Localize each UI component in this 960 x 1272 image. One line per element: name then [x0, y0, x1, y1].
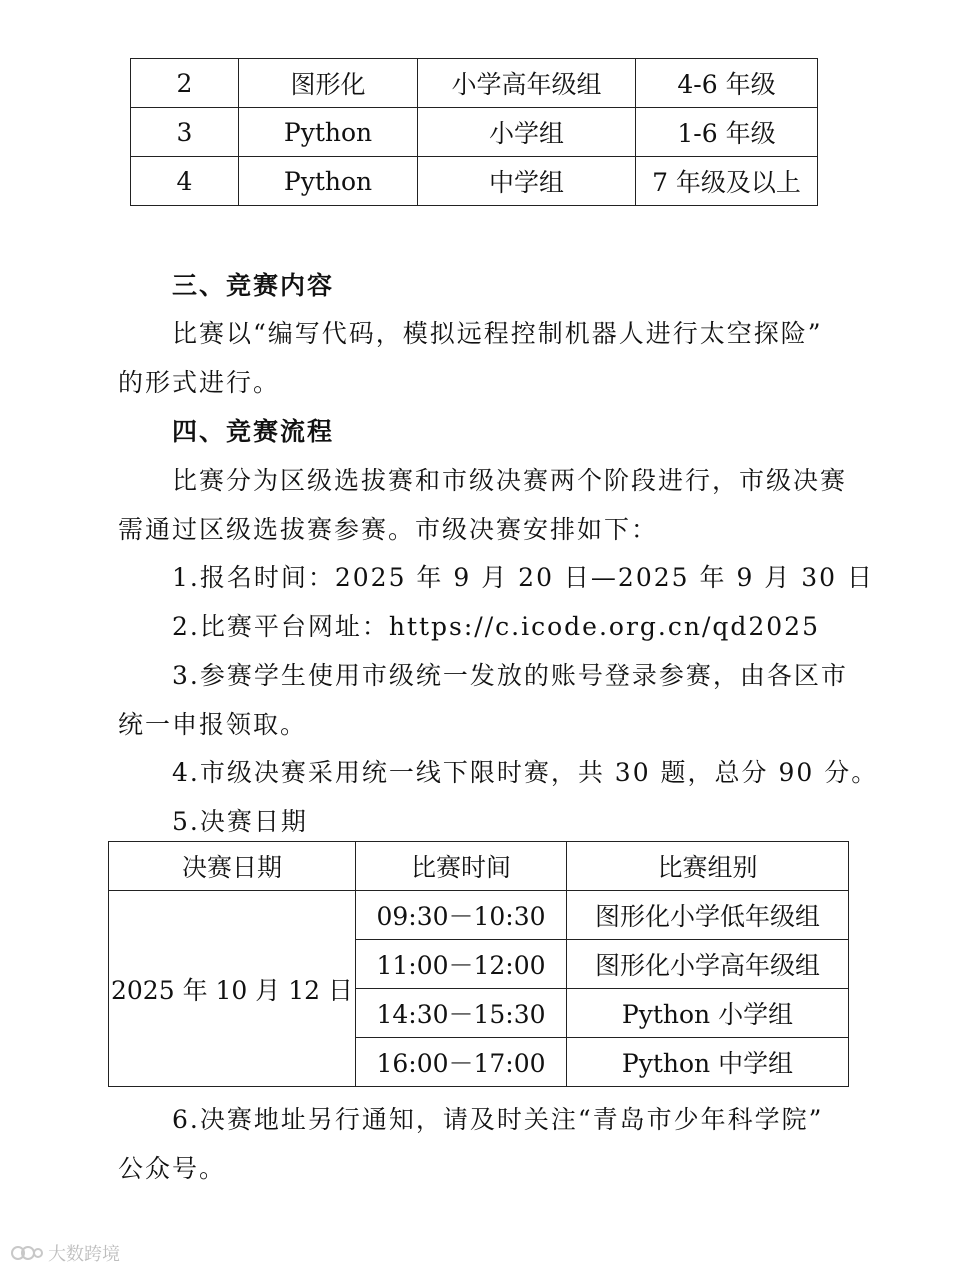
watermark-text: 大数跨境 — [48, 1244, 120, 1265]
time-cell: 14:30－15:30 — [356, 989, 567, 1038]
table-cell: 7 年级及以上 — [636, 157, 818, 206]
group-cell: 图形化小学高年级组 — [567, 940, 849, 989]
group-cell: Python 小学组 — [567, 989, 849, 1038]
group-cell: 图形化小学低年级组 — [567, 891, 849, 940]
list-item: 2.比赛平台网址：https://c.icode.org.cn/qd2025 — [172, 612, 820, 641]
watermark-logo-icon — [10, 1244, 44, 1267]
group-table — [130, 58, 818, 206]
list-item: 3.参赛学生使用市级统一发放的账号登录参赛，由各区市 — [172, 661, 848, 690]
table-cell: 1-6 年级 — [636, 108, 818, 157]
time-cell: 11:00－12:00 — [356, 940, 567, 989]
list-item: 1.报名时间：2025 年 9 月 20 日—2025 年 9 月 30 日 — [172, 563, 875, 592]
list-item-continuation: 统一申报领取。 — [118, 710, 308, 739]
table-cell: 3 — [131, 108, 239, 157]
paragraph-line: 比赛以“编写代码，模拟远程控制机器人进行太空探险” — [172, 319, 823, 348]
table-cell: 4-6 年级 — [636, 59, 818, 108]
list-item-continuation: 公众号。 — [118, 1154, 227, 1183]
paragraph-line: 的形式进行。 — [118, 368, 281, 397]
table-cell: 2 — [131, 59, 239, 108]
list-item: 6.决赛地址另行通知，请及时关注“青岛市少年科学院” — [172, 1105, 824, 1134]
table-row — [131, 59, 818, 108]
time-cell: 16:00－17:00 — [356, 1038, 567, 1087]
table-cell: 图形化 — [239, 59, 418, 108]
watermark — [10, 1240, 120, 1267]
schedule-table — [108, 841, 849, 1087]
table-header-row — [109, 842, 849, 891]
table-cell: Python — [239, 108, 418, 157]
table-cell: 小学高年级组 — [418, 59, 636, 108]
section-heading: 四、竞赛流程 — [172, 417, 335, 446]
table-row — [131, 108, 818, 157]
table-header-cell: 比赛组别 — [567, 842, 849, 891]
table-cell: Python — [239, 157, 418, 206]
paragraph-line: 比赛分为区级选拔赛和市级决赛两个阶段进行，市级决赛 — [172, 466, 848, 495]
table-cell: 4 — [131, 157, 239, 206]
table-row — [109, 891, 849, 940]
table-row — [131, 157, 818, 206]
list-item: 5.决赛日期 — [172, 807, 308, 836]
date-cell: 2025 年 10 月 12 日 — [109, 891, 356, 1087]
table-header-cell: 决赛日期 — [109, 842, 356, 891]
table-cell: 中学组 — [418, 157, 636, 206]
table-header-cell: 比赛时间 — [356, 842, 567, 891]
time-cell: 09:30－10:30 — [356, 891, 567, 940]
list-item: 4.市级决赛采用统一线下限时赛，共 30 题，总分 90 分。 — [172, 758, 879, 787]
paragraph-line: 需通过区级选拔赛参赛。市级决赛安排如下： — [118, 515, 659, 544]
section-heading: 三、竞赛内容 — [172, 271, 335, 300]
table-cell: 小学组 — [418, 108, 636, 157]
group-cell: Python 中学组 — [567, 1038, 849, 1087]
